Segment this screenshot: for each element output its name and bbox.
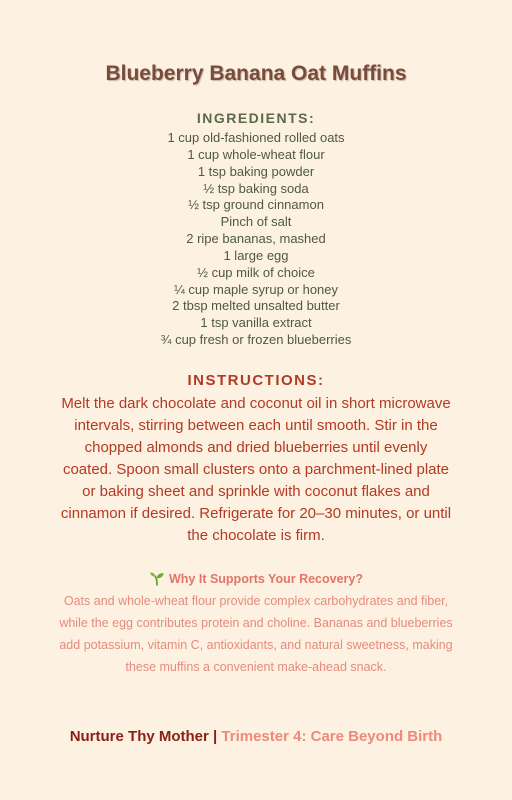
footer-tagline: Trimester 4: Care Beyond Birth [221, 728, 443, 745]
ingredient-item: ¼ cup maple syrup or honey [173, 281, 339, 297]
instructions-text: Melt the dark chocolate and coconut oil in short microwave intervals, stirring between each until smooth. Stir in the chopped almonds and dried blueberries until evenly coated. Spoon small clusters onto a parchment-lined plate or baking sheet and sprinkle with coconut flakes and cinnamon if desired. Refrigerate for 20–30 minutes, or until the chocolate is firm. [60, 395, 452, 544]
ingredient-item: ½ tsp ground cinnamon [188, 197, 324, 213]
ingredient-item: Pinch of salt [220, 214, 292, 230]
ingredients-heading: INGREDIENTS: [196, 110, 316, 126]
ingredient-item: ¾ cup fresh or frozen blueberries [160, 332, 352, 348]
instructions-heading: INSTRUCTIONS: [187, 372, 325, 389]
why-heading-label: Why It Supports Your Recovery? [168, 572, 363, 586]
footer [0, 728, 512, 745]
ingredient-item: 2 tbsp melted unsalted butter [172, 298, 340, 314]
ingredient-item: 1 cup whole-wheat flour [187, 146, 325, 162]
ingredient-item: 1 tsp baking powder [197, 163, 315, 179]
ingredients-list [0, 130, 512, 349]
ingredient-item: 1 cup old-fashioned rolled oats [167, 130, 345, 145]
footer-separator: | [208, 728, 222, 745]
ingredient-item: 2 ripe bananas, mashed [186, 231, 326, 247]
ingredient-item: 1 tsp vanilla extract [200, 315, 312, 331]
ingredient-item: ½ cup milk of choice [197, 264, 315, 280]
recipe-title: Blueberry Banana Oat Muffins [105, 62, 407, 85]
sprout-icon [149, 570, 165, 589]
why-text: Oats and whole-wheat flour provide complex carbohydrates and fiber, while the egg contributes protein and choline. Bananas and blueberries add potassium, vitamin C, antioxidants, and natural sweetness, making these muffins a convenient make-ahead snack. [59, 594, 453, 674]
ingredient-item: 1 large egg [223, 247, 289, 263]
why-heading [0, 570, 512, 589]
ingredient-item: ½ tsp baking soda [203, 180, 309, 196]
brand-name: Nurture Thy Mother [69, 728, 209, 745]
